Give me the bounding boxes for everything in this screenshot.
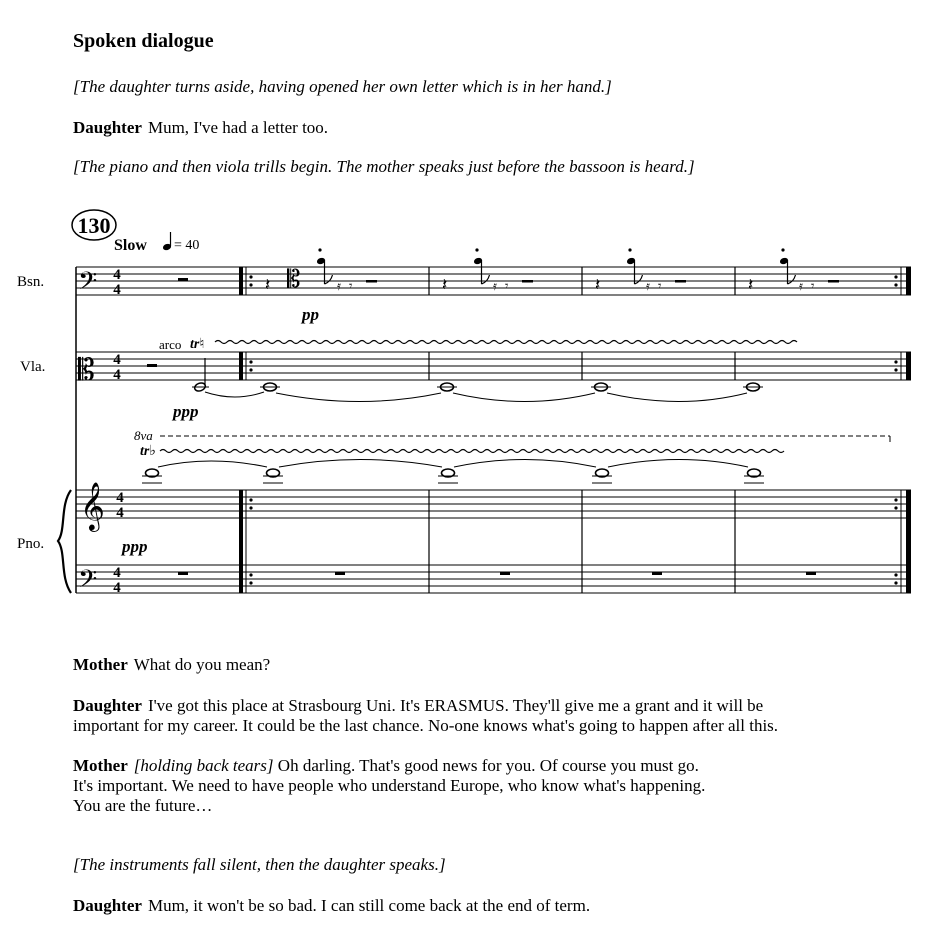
dialogue-text: Mum, I've had a letter too. [147,118,329,137]
svg-text:𝄿: 𝄿 [337,279,341,294]
svg-text:𝄾: 𝄾 [505,279,509,294]
repeat-end-barline [894,267,911,593]
svg-text:𝄾: 𝄾 [658,279,662,294]
dialogue-line [73,118,328,138]
dialogue-text: It's important. We need to have people who understand Europe, who know what's happening. [73,776,706,795]
dialogue-text: Mum, it won't be so bad. I can still come back at the end of term. [147,896,591,915]
speaker-name: Daughter [73,696,142,715]
speaker-name: Mother [73,655,128,674]
speaker-name: Daughter [73,118,142,137]
svg-text:𝄽: 𝄽 [265,275,271,295]
barlines [429,267,735,593]
viola-trill-line [215,341,797,344]
instrument-label-piano: Pno. [17,536,45,552]
time-signature-numerator: 4 [113,267,121,283]
staff-piano-treble [76,490,911,518]
bass-clef-icon: 𝄢 [78,267,98,302]
dialogue-line [73,756,699,776]
dialogue-text: I've got this place at Strasbourg Uni. It's ERASMUS. They'll give me a grant and it will be [147,696,764,715]
dialogue-text: Oh darling. That's good news for you. Of course you must go. [277,756,699,775]
tempo-value: = 40 [174,238,200,253]
piano-brace [58,490,71,593]
viola-dynamic: ppp [173,402,199,421]
viola-technique: arco [159,337,182,352]
time-signature-numerator: 4 [116,490,124,506]
music-score [0,200,950,610]
svg-text:𝄿: 𝄿 [799,279,803,294]
time-signature-denominator: 4 [113,367,121,383]
svg-text:𝄿: 𝄿 [646,279,650,294]
stage-direction: [The instruments fall silent, then the daughter speaks.] [73,855,446,874]
dialogue-aside: [holding back tears] [133,756,274,775]
stage-direction: [The piano and then viola trills begin. The mother speaks just before the bassoon is heard.] [73,157,695,176]
rehearsal-mark: 130 [77,213,111,238]
ottava-bracket [160,436,890,442]
rests [147,278,816,575]
piano-trill-line [160,450,784,453]
section-heading: Spoken dialogue [73,30,214,52]
dialogue-line [73,696,763,716]
tempo-word: Slow [114,237,147,254]
dialogue-line [73,896,590,916]
time-signature-denominator: 4 [113,580,121,596]
dialogue-text: You are the future… [73,796,213,815]
time-signature-numerator: 4 [113,352,121,368]
bassoon-dynamic: pp [302,305,319,324]
piano-dynamic: ppp [122,537,148,556]
alto-clef-icon: 𝄡 [78,353,95,388]
bass-clef-icon: 𝄢 [78,565,98,600]
staff-viola [76,352,911,380]
time-signature-denominator: 4 [113,282,121,298]
speaker-name: Mother [73,756,128,775]
svg-text:𝄿: 𝄿 [493,279,497,294]
stage-direction: [The daughter turns aside, having opened her own letter which is in her hand.] [73,77,612,96]
piano-trill-notes [142,460,764,484]
time-signature-numerator: 4 [113,565,121,581]
svg-text:𝄾: 𝄾 [811,279,815,294]
svg-text:𝄾: 𝄾 [349,279,353,294]
tenor-clef-icon: 𝄡 [287,265,301,293]
dialogue-text: important for my career. It could be the last chance. No-one knows what's going to happen after all this. [73,716,779,735]
treble-clef-icon: 𝄞 [80,481,105,530]
svg-text:𝄽: 𝄽 [595,275,601,295]
viola-trill-mark: tr♮ [190,337,205,352]
repeat-start-barline [239,267,253,593]
piano-octave-mark: 8va [134,428,153,443]
piano-trill-mark: tr♭ [140,444,156,459]
dialogue-line [73,655,270,675]
time-signature-denominator: 4 [116,505,124,521]
instrument-label-viola: Vla. [20,359,46,375]
dialogue-text: What do you mean? [133,655,271,674]
svg-text:𝄽: 𝄽 [442,275,448,295]
staff-piano-bass [76,565,911,593]
instrument-label-bassoon: Bsn. [17,274,45,290]
speaker-name: Daughter [73,896,142,915]
svg-text:𝄽: 𝄽 [748,275,754,295]
quarter-note-icon [162,232,172,251]
